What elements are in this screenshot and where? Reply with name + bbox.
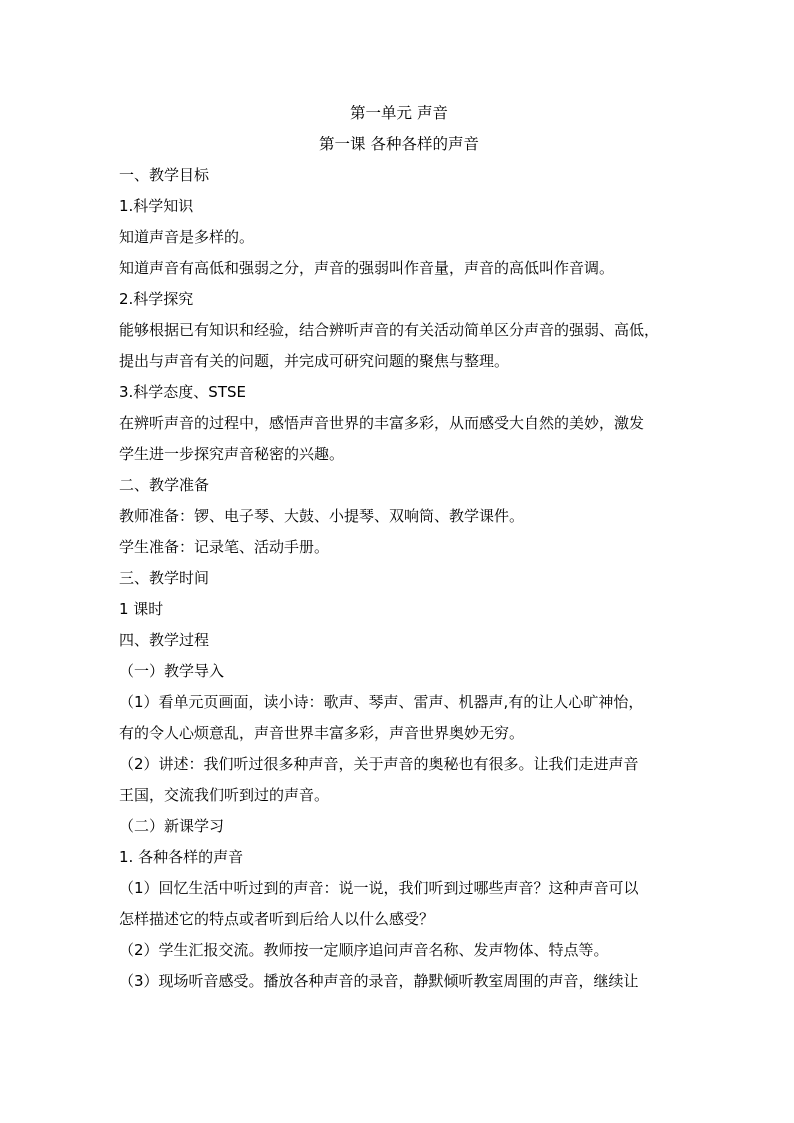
- paragraph-line: （1）看单元页画面，读小诗：歌声、琴声、雷声、机器声,有的让人心旷神怡，: [119, 693, 644, 711]
- lesson-title: 第一课 各种各样的声音: [319, 135, 479, 153]
- paragraph-line: （2）讲述：我们听过很多种声音，关于声音的奥秘也有很多。让我们走进声音: [119, 755, 639, 773]
- paragraph-line: 知道声音是多样的。: [119, 228, 255, 246]
- paragraph-line: 能够根据已有知识和经验，结合辨听声音的有关活动简单区分声音的强弱、高低，: [119, 321, 660, 339]
- section-heading-preparation: 二、教学准备: [119, 476, 210, 494]
- paragraph-line: （3）现场听音感受。播放各种声音的录音，静默倾听教室周围的声音，继续让: [119, 972, 639, 990]
- paragraph-line: （2）学生汇报交流。教师按一定顺序追问声音名称、发声物体、特点等。: [119, 941, 609, 959]
- paragraph-line: 在辨听声音的过程中，感悟声音世界的丰富多彩，从而感受大自然的美妙，激发: [119, 414, 645, 432]
- paragraph-line: 王国，交流我们听到过的声音。: [119, 786, 330, 804]
- paragraph-line: （1）回忆生活中听过到的声音：说一说，我们听到过哪些声音？这种声音可以: [119, 879, 639, 897]
- subheading-various-sounds: 1. 各种各样的声音: [119, 848, 244, 866]
- paragraph-line: 提出与声音有关的问题，并完成可研究问题的聚焦与整理。: [119, 352, 510, 370]
- paragraph-line: 知道声音有高低和强弱之分，声音的强弱叫作音量，声音的高低叫作音调。: [119, 259, 615, 277]
- paragraph-line: 1 课时: [119, 600, 164, 618]
- section-heading-time: 三、教学时间: [119, 569, 210, 587]
- paragraph-line: 学生进一步探究声音秘密的兴趣。: [119, 445, 345, 463]
- paragraph-line: 怎样描述它的特点或者听到后给人以什么感受？: [119, 910, 435, 928]
- paragraph-line: 有的令人心烦意乱，声音世界丰富多彩，声音世界奥妙无穷。: [119, 724, 525, 742]
- section-heading-process: 四、教学过程: [119, 631, 210, 649]
- subheading-science-knowledge: 1.科学知识: [119, 197, 194, 215]
- document-page: [119, 98, 679, 997]
- subheading-science-inquiry: 2.科学探究: [119, 290, 194, 308]
- subheading-attitude-stse: 3.科学态度、STSE: [119, 383, 246, 401]
- section-heading-objectives: 一、教学目标: [119, 166, 210, 184]
- subheading-new-lesson: （二）新课学习: [119, 817, 225, 835]
- paragraph-line: 学生准备：记录笔、活动手册。: [119, 538, 330, 556]
- unit-title: 第一单元 声音: [350, 104, 448, 122]
- subheading-introduction: （一）教学导入: [119, 662, 225, 680]
- paragraph-line: 教师准备：锣、电子琴、大鼓、小提琴、双响筒、教学课件。: [119, 507, 525, 525]
